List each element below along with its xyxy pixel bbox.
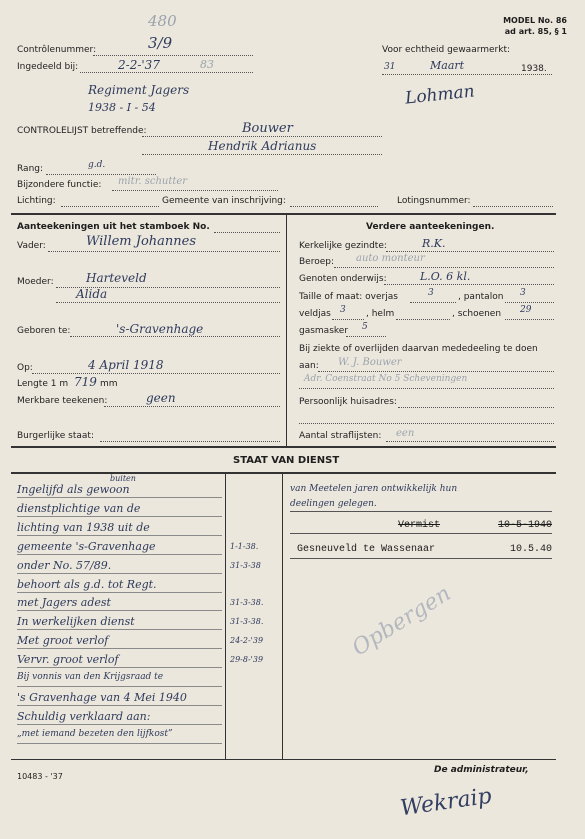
ziekte-line1: Bij ziekte of overlijden daarvan mededeeling te doen bbox=[299, 344, 538, 354]
service-entry-rule bbox=[17, 648, 222, 649]
model-number: MODEL No. 86 bbox=[503, 16, 567, 25]
echtheid-label: Voor echtheid gewaarmerkt: bbox=[382, 45, 511, 55]
beroep-label: Beroep: bbox=[299, 257, 335, 267]
staat-heading: STAAT VAN DIENST bbox=[233, 455, 340, 466]
controlelijst-label: CONTROLELIJST betreffende: bbox=[17, 126, 147, 136]
ingedeeld-date: 2-2-'37 bbox=[118, 58, 160, 72]
gemeente-label: Gemeente van inschrijving: bbox=[162, 196, 286, 206]
surname: Bouwer bbox=[242, 121, 293, 136]
ziekte-line2: aan: bbox=[299, 361, 319, 371]
schoenen-label: , schoenen bbox=[452, 309, 502, 319]
service-entry-text: 's Gravenhage van 4 Mei 1940 bbox=[17, 691, 187, 704]
geboren-value: 's-Gravenhage bbox=[116, 322, 204, 336]
buiten-note: buiten bbox=[110, 474, 136, 483]
schoenen-value: 29 bbox=[520, 305, 532, 315]
right-line1: van Meetelen jaren ontwikkelijk hun bbox=[290, 484, 458, 494]
gesneuveld-text: Gesneuveld te Wassenaar bbox=[297, 544, 436, 555]
gesneuveld-date: 10.5.40 bbox=[510, 544, 553, 555]
service-entry-date: 31-3-38 bbox=[230, 561, 261, 570]
rule-bottom bbox=[11, 759, 556, 760]
service-entry-text: behoort als g.d. tot Regt. bbox=[17, 578, 157, 591]
rule-staat bbox=[11, 472, 556, 474]
service-entry-text: dienstplichtige van de bbox=[17, 502, 141, 515]
service-entry-rule bbox=[17, 516, 222, 517]
service-entry-text: In werkelijken dienst bbox=[17, 615, 135, 628]
strafl-value: een bbox=[396, 428, 415, 439]
service-entry-rule bbox=[17, 629, 222, 630]
pantalon-value: 3 bbox=[520, 288, 526, 298]
kerk-label: Kerkelijke gezindte: bbox=[299, 241, 387, 251]
service-entry-rule bbox=[17, 610, 222, 611]
lengte-value: 719 bbox=[74, 375, 97, 389]
controle-value: 3/9 bbox=[148, 34, 173, 52]
burgerlijke-label: Burgerlijke staat: bbox=[17, 431, 94, 441]
merkbare-value: geen bbox=[146, 391, 176, 405]
regiment-line1: Regiment Jagers bbox=[88, 83, 190, 97]
functie-label: Bijzondere functie: bbox=[17, 180, 102, 190]
echtheid-day: 31 bbox=[384, 62, 396, 72]
service-entry-date: 31-3-38. bbox=[230, 598, 264, 607]
service-entry-rule bbox=[17, 724, 222, 725]
service-entry-rule bbox=[17, 592, 222, 593]
service-entry-rule bbox=[17, 554, 222, 555]
echtheid-month: Maart bbox=[430, 59, 465, 72]
controle-label: Contrôlenummer: bbox=[17, 45, 97, 55]
form-number: 10483 - '37 bbox=[17, 772, 63, 781]
service-entry-text: Schuldig verklaard aan: bbox=[17, 710, 151, 723]
regiment-line2: 1938 - I - 54 bbox=[88, 101, 156, 114]
rule-top bbox=[11, 213, 556, 215]
ziekte-value2: Adr. Coenstraat No 5 Scheveningen bbox=[304, 374, 468, 384]
onderwijs-value: L.O. 6 kl. bbox=[420, 270, 471, 283]
overjas-value: 3 bbox=[428, 288, 434, 298]
lotingsnummer-label: Lotingsnummer: bbox=[397, 196, 471, 206]
op-value: 4 April 1918 bbox=[88, 358, 164, 372]
service-entry-text: Met groot verlof bbox=[17, 634, 109, 647]
moeder-label: Moeder: bbox=[17, 277, 54, 287]
veldjas-label: veldjas bbox=[299, 309, 331, 319]
merkbare-label: Merkbare teekenen: bbox=[17, 396, 108, 406]
given-names: Hendrik Adrianus bbox=[208, 139, 317, 153]
ingedeeld-label: Ingedeeld bij: bbox=[17, 62, 79, 72]
rang-label: Rang: bbox=[17, 164, 44, 174]
service-entry-date: 31-3-38. bbox=[230, 617, 264, 626]
veldjas-value: 3 bbox=[340, 305, 346, 315]
ingedeeld-extra: 83 bbox=[200, 58, 214, 71]
service-entry-rule bbox=[17, 686, 222, 687]
rule-center bbox=[286, 215, 287, 447]
service-entry-rule bbox=[17, 573, 222, 574]
pencil-number: 480 bbox=[148, 12, 177, 30]
pencil-note: Opbergen bbox=[348, 581, 456, 662]
lengte-label: Lengte 1 m bbox=[17, 379, 69, 389]
service-entry-rule bbox=[17, 667, 222, 668]
beroep-value: auto monteur bbox=[356, 253, 425, 264]
rule-col1 bbox=[225, 474, 226, 760]
vermist-text: Vermist bbox=[398, 520, 441, 531]
service-entry-rule bbox=[17, 535, 222, 536]
moeder-value1: Harteveld bbox=[86, 271, 147, 285]
echtheid-year: 1938. bbox=[521, 64, 547, 74]
pantalon-label: , pantalon bbox=[458, 292, 504, 302]
op-label: Op: bbox=[17, 363, 33, 373]
helm-label: , helm bbox=[366, 309, 395, 319]
rang-value: g.d. bbox=[88, 160, 106, 170]
moeder-value2: Alida bbox=[76, 287, 108, 301]
vader-label: Vader: bbox=[17, 241, 46, 251]
vermist-date: 10-5-1940 bbox=[498, 520, 553, 531]
service-entry-text: lichting van 1938 uit de bbox=[17, 521, 150, 534]
model-article: ad art. 85, § 1 bbox=[504, 27, 567, 36]
service-entry-text: met Jagers adest bbox=[17, 596, 111, 609]
taille-label: Taille of maat: overjas bbox=[299, 292, 398, 302]
service-entry-text: Bij vonnis van den Krijgsraad te bbox=[17, 672, 164, 682]
lichting-label: Lichting: bbox=[17, 196, 56, 206]
administrateur-signature: Wekraip bbox=[398, 783, 494, 822]
service-entry-text: onder No. 57/89. bbox=[17, 559, 112, 572]
lengte-unit: mm bbox=[100, 379, 118, 389]
service-entry-date: 24-2-'39 bbox=[230, 636, 264, 645]
rule-mid bbox=[11, 446, 556, 448]
huisadres-label: Persoonlijk huisadres: bbox=[299, 397, 397, 407]
service-entry-rule bbox=[17, 743, 222, 744]
kerk-value: R.K. bbox=[422, 237, 446, 250]
administrateur-label: De administrateur, bbox=[434, 765, 529, 775]
verdere-heading: Verdere aanteekeningen. bbox=[366, 222, 495, 232]
onderwijs-label: Genoten onderwijs: bbox=[299, 274, 387, 284]
service-entry-text: „met iemand bezeten den lijfkost” bbox=[17, 729, 173, 739]
vader-value: Willem Johannes bbox=[86, 234, 197, 249]
service-entry-text: Vervr. groot verlof bbox=[17, 653, 119, 666]
gasmasker-value: 5 bbox=[362, 322, 368, 332]
gasmasker-label: gasmasker bbox=[299, 326, 349, 336]
service-entry-text: Ingelijfd als gewoon bbox=[17, 483, 130, 496]
strafl-label: Aantal straflijsten: bbox=[299, 431, 382, 441]
service-entry-rule bbox=[17, 705, 222, 706]
functie-value: mitr. schutter bbox=[118, 176, 188, 187]
service-entry-date: 29-8-'39 bbox=[230, 655, 264, 664]
service-entry-text: gemeente 's-Gravenhage bbox=[17, 540, 156, 553]
rule-col2 bbox=[282, 474, 283, 760]
ziekte-value1: W. J. Bouwer bbox=[338, 357, 402, 368]
service-entry-rule bbox=[17, 497, 222, 498]
geboren-label: Geboren te: bbox=[17, 326, 71, 336]
stamboek-heading: Aanteekeningen uit het stamboek No. bbox=[17, 222, 210, 232]
service-entry-date: 1-1-38. bbox=[230, 542, 259, 551]
right-line2: deelingen gelegen. bbox=[290, 499, 377, 509]
signature-top: Lohman bbox=[404, 81, 476, 109]
